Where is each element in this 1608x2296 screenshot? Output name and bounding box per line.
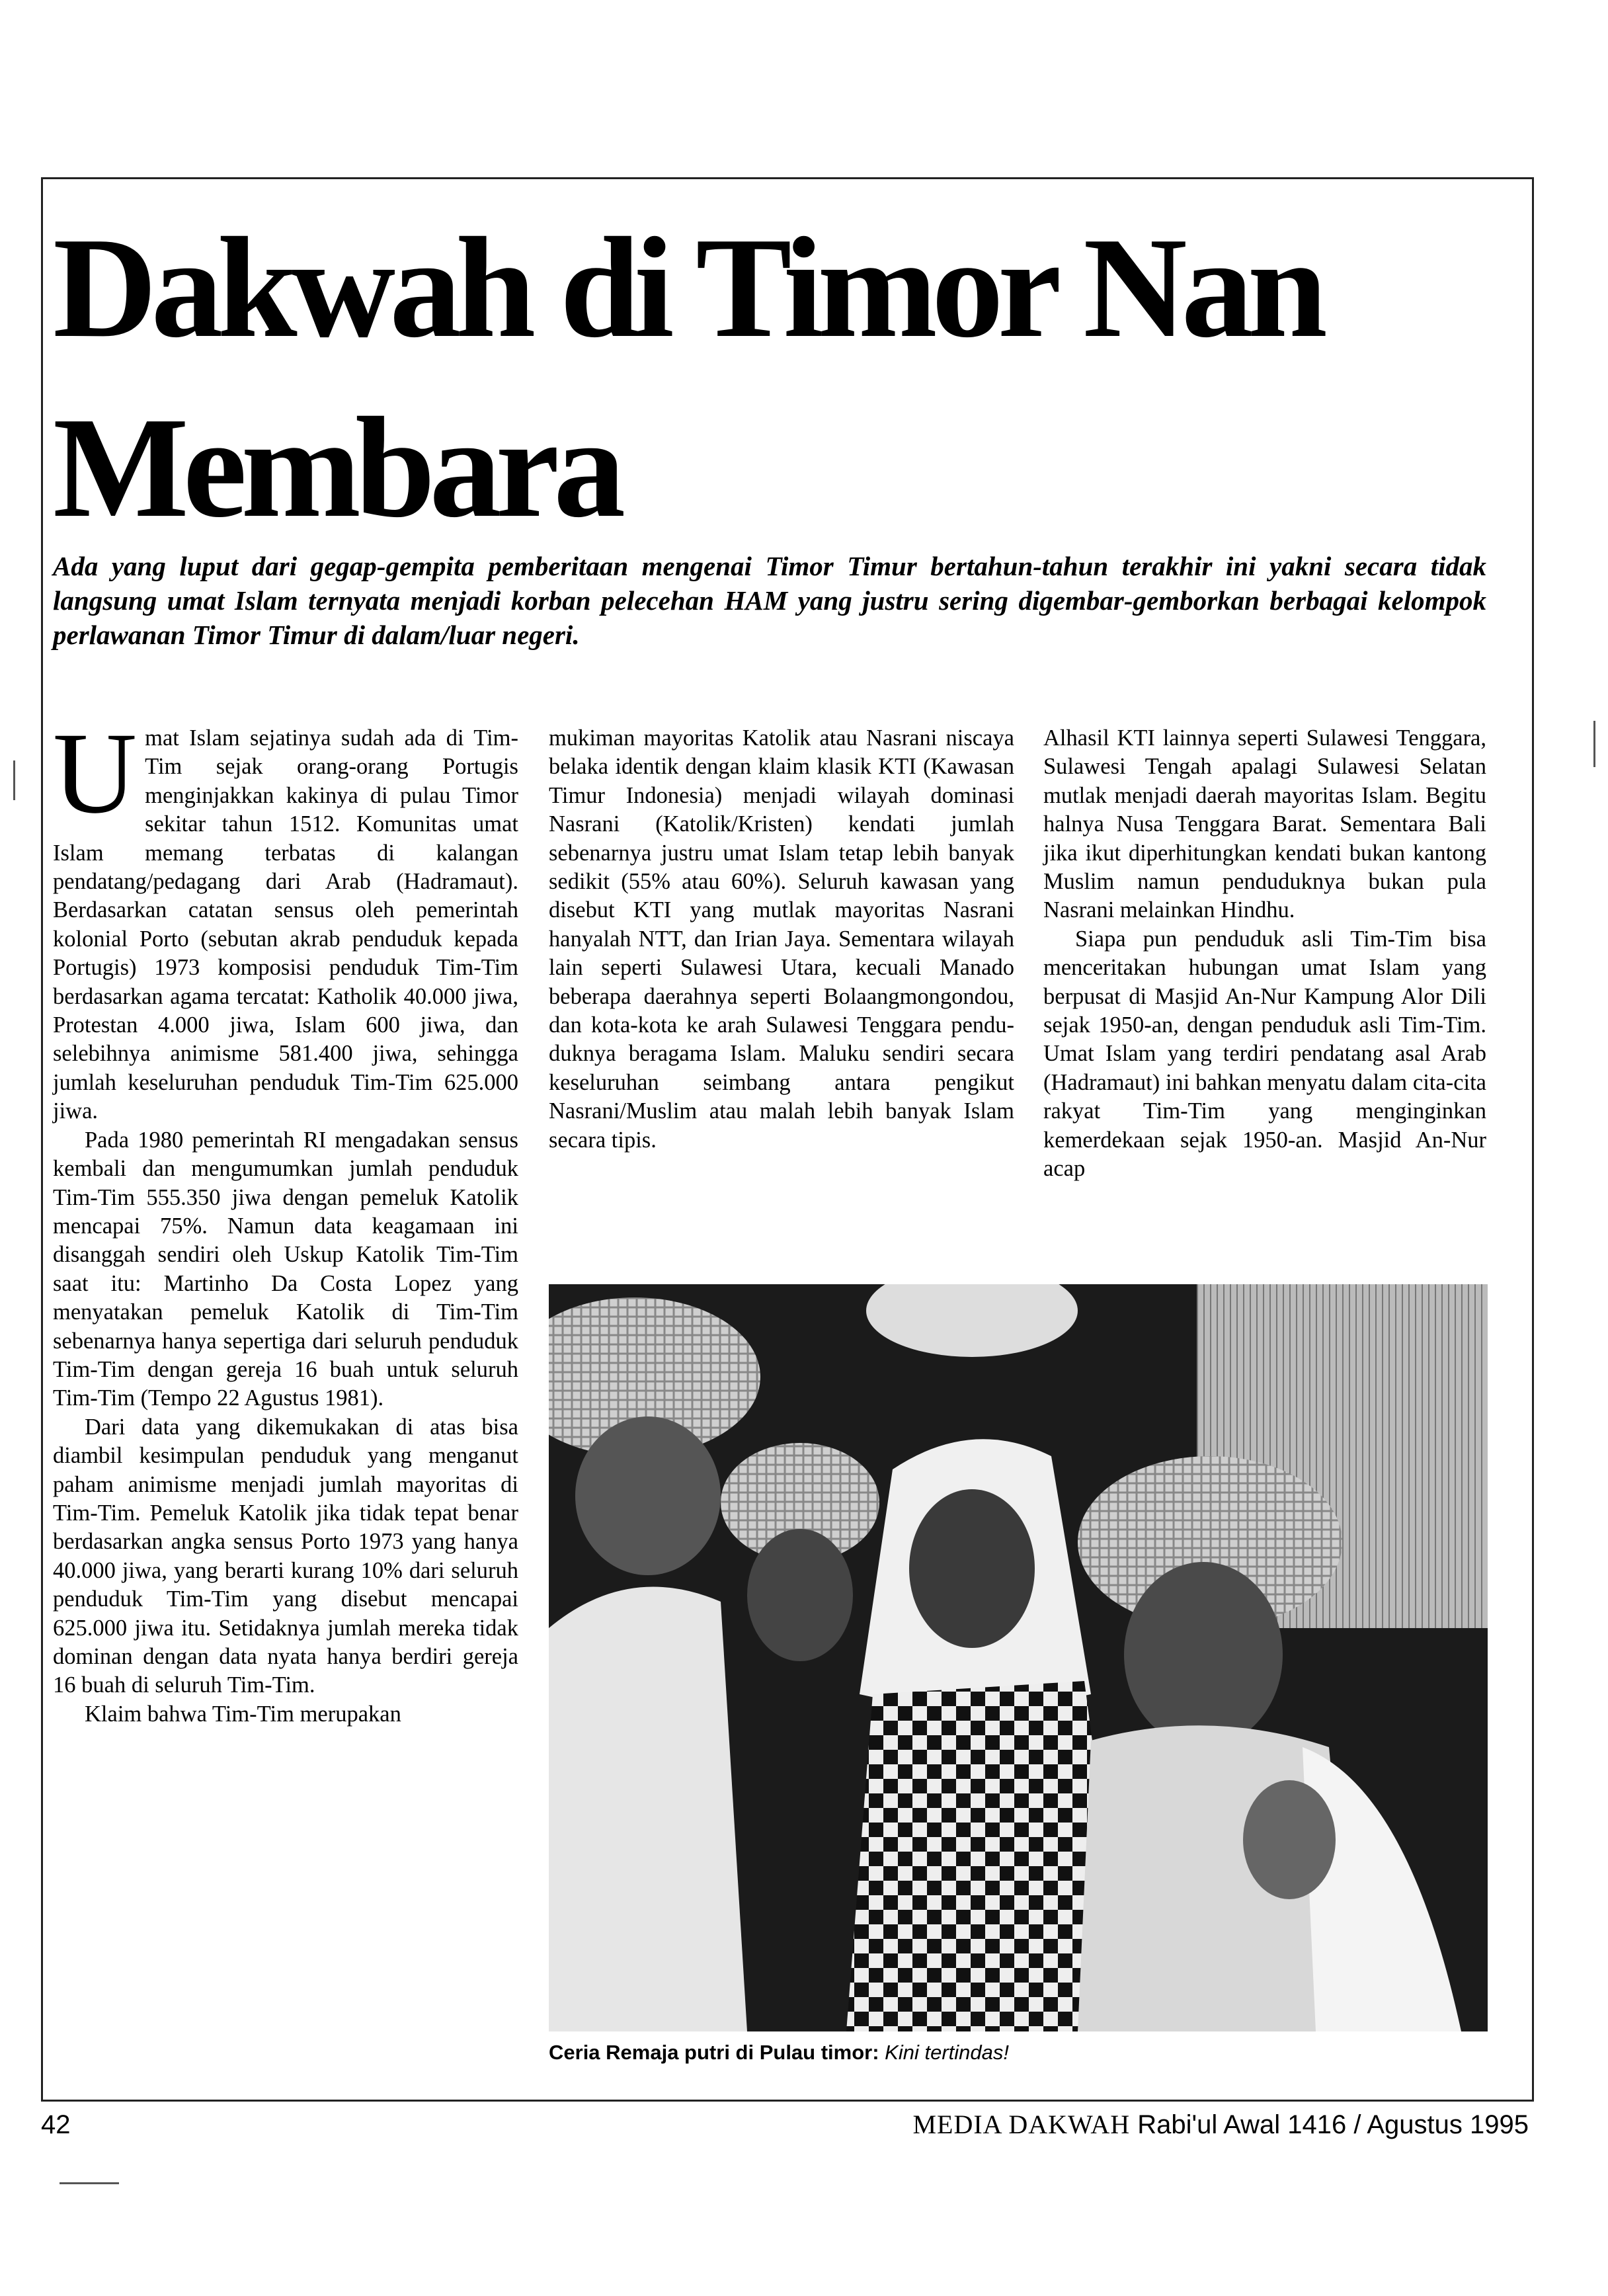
article-photo [549, 1284, 1488, 2031]
magazine-name: MEDIA DAKWAH [912, 2110, 1131, 2139]
paragraph: Pada 1980 pemerintah RI mengadakan sensus kembali dan mengumumkan jumlah penduduk Tim-Tim 555.350 jiwa dengan pemeluk Katolik mencapai 75%. Namun data keagamaan ini disanggah sendiri oleh Uskup Katolik Tim-Tim saat itu: Martinho Da Costa Lopez yang menyatakan pemeluk Katolik di Tim-Tim sebenarnya hanya sepertiga dari seluruh penduduk Tim-Tim dengan gereja 16 buah untuk seluruh Tim-Tim (Tempo 22 Agustus 1981). [53, 1127, 518, 1411]
scan-mark [60, 2182, 119, 2184]
photo-caption [549, 2039, 1488, 2066]
caption-text: Kini tertindas! [885, 2041, 1009, 2064]
paragraph: Alhasil KTI lainnya seperti Sulawesi Tenggara, Sulawesi Tengah apalagi Sulawesi Selatan mutlak menjadi daerah mayoritas Islam. Begitu halnya Nusa Tenggara Barat. Sementara Bali jika ikut diperhitungkan kendati bukan kantong Muslim namun penduduknya bukan pula Nasrani melainkan Hindhu. [1043, 725, 1486, 923]
paragraph: mukiman mayoritas Katolik atau Nasrani niscaya belaka identik dengan klaim klasik KTI (Kawasan Timur Indonesia) menjadi wilayah dominasi Nasrani (Katolik/Kristen) kendati jumlah sebenarnya justru umat Islam tetap lebih banyak sedikit (55% atau 60%). Seluruh kawasan yang disebut KTI yang mutlak mayoritas Nasrani hanyalah NTT, dan Irian Jaya. Sementara wilayah lain seperti Sulawesi Utara, kecuali Manado beberapa daerahnya seperti Bolaangmongondou, dan kota-kota ke arah Sulawesi Tenggara pendu-duknya beragama Islam. Maluku sendiri secara keseluruhan seimbang antara pengikut Nasrani/Muslim atau malah lebih banyak Islam secara tipis. [549, 725, 1014, 1153]
scan-mark [1593, 721, 1595, 767]
page-number: 42 [41, 2110, 71, 2139]
column-2 [549, 724, 1014, 1155]
column-3 [1043, 724, 1486, 1184]
column-1 [53, 709, 518, 1729]
paragraph: Dari data yang dikemukakan di atas bisa diambil kesimpulan penduduk yang menganut paham animisme menjadi jumlah mayoritas di Tim-Tim. Pemeluk Katolik jika tidak tepat benar berdasarkan angka sensus Porto 1973 yang hanya 40.000 jiwa, yang berarti kurang 10% dari seluruh penduduk Tim-Tim yang disebut mencapai 625.000 jiwa itu. Setidaknya jumlah mereka tidak dominan dengan data nyata hanya berdiri gereja 16 buah di seluruh Tim-Tim. [53, 1414, 518, 1698]
issue-date: Rabi'ul Awal 1416 / Agustus 1995 [1137, 2110, 1529, 2139]
caption-label: Ceria Remaja putri di Pulau timor: [549, 2041, 879, 2064]
article-title: Dakwah di Timor Nan Membara [53, 208, 1322, 548]
paragraph: mat Islam sejatinya sudah ada di Tim-Tim sejak orang-orang Portugis menginjakkan kakinya di pulau Timor sekitar tahun 1512. Komunitas umat Islam memang terbatas di kalangan pendatang/pedagang dari Arab (Hadramaut). Berdasarkan catatan sensus oleh pemerintah kolonial Porto (sebutan akrab penduduk kepada Portugis) 1973 komposisi penduduk Tim-Tim berdasarkan agama tercatat: Katholik 40.000 jiwa, Protestan 4.000 jiwa, Islam 600 jiwa, dan selebihnya animisme 581.400 jiwa, sehingga jumlah keseluruhan penduduk Tim-Tim 625.000 jiwa. [53, 725, 518, 1124]
issue-line [912, 2108, 1529, 2141]
article-lede: Ada yang luput dari gegap-gempita pemberitaan mengenai Timor Timur bertahun-tahun terakhir ini yakni secara tidak langsung umat Islam ternyata menjadi korban pelecehan HAM yang justru sering digembar-gemborkan berbagai kelompok perlawanan Timor Timur di dalam/luar negeri. [53, 551, 1486, 650]
drop-cap: U [53, 709, 138, 838]
paragraph: Siapa pun penduduk asli Tim-Tim bisa menceritakan hubungan umat Islam yang berpusat di Masjid An-Nur Kampung Alor Dili sejak 1950-an, dengan penduduk asli Tim-Tim. Umat Islam yang terdiri pendatang asal Arab (Hadramaut) ini bahkan menyatu dalam cita-cita rakyat Tim-Tim yang menginginkan kemerdekaan sejak 1950-an. Masjid An-Nur acap [1043, 926, 1486, 1182]
photo-illustration [549, 1284, 1488, 2031]
paragraph: Klaim bahwa Tim-Tim merupakan [85, 1701, 401, 1727]
scan-mark [13, 760, 15, 800]
